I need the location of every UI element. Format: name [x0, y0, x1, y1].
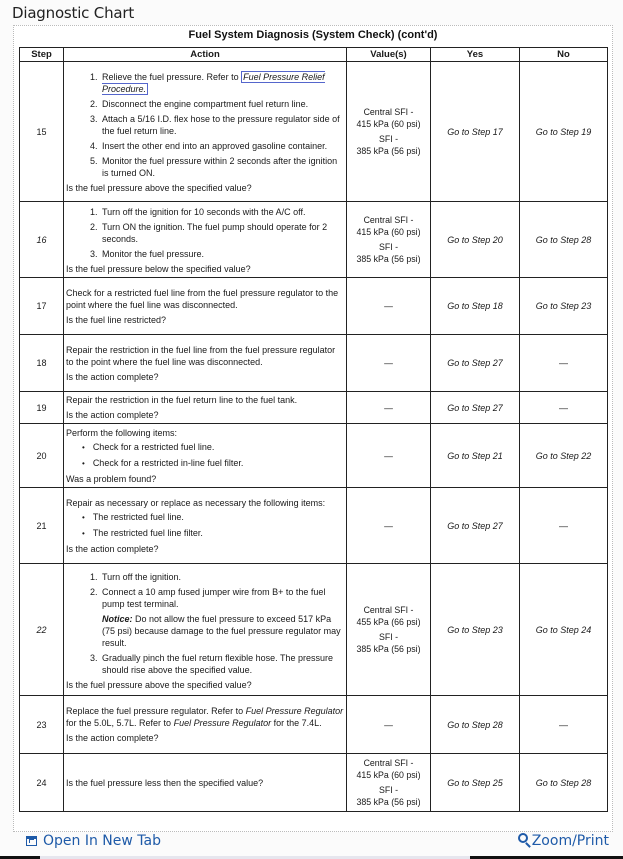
no-cell: Go to Step 22 — [520, 424, 608, 488]
action-question: Is the fuel pressure above the specified value? — [66, 183, 252, 193]
action-question: Is the fuel line restricted? — [66, 314, 167, 325]
action-text: Connect a 10 amp fused jumper wire from B+ to the fuel pump test terminal. — [102, 586, 326, 609]
action-step: 3. Monitor the fuel pressure. — [100, 248, 344, 260]
action-question: Is the action complete? — [66, 543, 159, 554]
text-part: for the 5.0L, 5.7L. Refer to — [66, 718, 174, 728]
action-step — [100, 71, 344, 95]
action-text: Repair the restriction in the fuel return line to the fuel tank. — [66, 395, 298, 405]
action-text: Repair as necessary or replace as necessary the following items: — [66, 497, 326, 508]
value-line: Central SFI - — [363, 107, 414, 117]
no-cell: — — [520, 696, 608, 754]
step-number: 22 — [20, 564, 64, 696]
yes-cell: Go to Step 20 — [431, 202, 520, 278]
no-cell: Go to Step 24 — [520, 564, 608, 696]
header-row — [20, 48, 608, 62]
table-row-step-19 — [20, 392, 608, 424]
action-cell — [64, 754, 347, 812]
yes-cell: Go to Step 17 — [431, 62, 520, 202]
open-new-tab-icon — [26, 836, 37, 846]
no-cell: — — [520, 335, 608, 392]
notice-label: Notice: — [102, 613, 133, 624]
action-cell — [64, 278, 347, 335]
action-question: Is the fuel pressure below the specified value? — [66, 264, 251, 274]
value-cell: — — [347, 424, 431, 488]
action-cell — [64, 564, 347, 696]
action-text: Perform the following items: — [66, 427, 178, 438]
action-cell — [64, 424, 347, 488]
table-row-step-16 — [20, 202, 608, 278]
value-line: 385 kPa (56 psi) — [356, 254, 421, 264]
no-cell: — — [520, 488, 608, 564]
action-question: Is the fuel pressure above the specified value? — [66, 679, 252, 690]
action-question: Is the action complete? — [66, 410, 159, 420]
action-question: Is the action complete? — [66, 733, 159, 743]
value-cell: — — [347, 278, 431, 335]
value-line: 415 kPa (60 psi) — [356, 119, 421, 129]
zoom-print-link[interactable] — [518, 833, 609, 849]
value-line: 415 kPa (60 psi) — [356, 770, 421, 780]
step-number: 24 — [20, 754, 64, 812]
action-steps — [66, 206, 344, 260]
table-row-step-18 — [20, 335, 608, 392]
table-row-step-21 — [20, 488, 608, 564]
diagnosis-table — [19, 47, 608, 812]
yes-cell: Go to Step 28 — [431, 696, 520, 754]
chart-title: Fuel System Diagnosis (System Check) (cont'd) — [188, 29, 438, 41]
action-step: 3. Gradually pinch the fuel return flexible hose. The pressure should rise above the specified value. — [100, 652, 344, 676]
no-cell: Go to Step 23 — [520, 278, 608, 335]
open-in-new-tab-link[interactable] — [26, 833, 161, 849]
table-row-step-22 — [20, 564, 608, 696]
fuel-pressure-relief-link[interactable]: Fuel Pressure Relief Procedure. — [102, 72, 325, 94]
action-cell — [64, 62, 347, 202]
action-step: 2. Turn ON the ignition. The fuel pump should operate for 2 seconds. — [100, 221, 344, 245]
yes-cell: Go to Step 21 — [431, 424, 520, 488]
value-line: Central SFI - — [363, 758, 414, 768]
text-part: for the 7.4L. — [271, 718, 322, 728]
action-step: 2. Disconnect the engine compartment fuel return line. — [100, 98, 344, 110]
action-step — [100, 586, 344, 649]
value-line: 415 kPa (60 psi) — [356, 227, 421, 237]
no-cell: Go to Step 19 — [520, 62, 608, 202]
action-cell — [64, 696, 347, 754]
table-row-step-17 — [20, 278, 608, 335]
notice-text: Do not allow the fuel pressure to exceed 517 kPa (75 psi) because damage to the fuel pressure regulator may result. — [102, 613, 341, 648]
action-step: 4. Insert the other end into an approved gasoline container. — [100, 140, 344, 152]
action-steps — [66, 71, 344, 179]
action-bullets — [66, 511, 344, 540]
step-number: 19 — [20, 392, 64, 424]
table-row-step-15 — [20, 62, 608, 202]
step-number: 18 — [20, 335, 64, 392]
header-values: Value(s) — [347, 48, 431, 62]
value-cell: — — [347, 488, 431, 564]
value-cell: — — [347, 392, 431, 424]
value-cell: — — [347, 696, 431, 754]
no-cell: Go to Step 28 — [520, 202, 608, 278]
step-number: 16 — [20, 202, 64, 278]
value-line: SFI - — [378, 785, 399, 795]
fuel-pressure-regulator-ref: Fuel Pressure Regulator — [245, 706, 344, 716]
step-number: 15 — [20, 62, 64, 202]
step-number: 20 — [20, 424, 64, 488]
value-line: SFI - — [378, 632, 399, 642]
action-cell — [64, 392, 347, 424]
value-cell — [347, 62, 431, 202]
action-text — [66, 705, 344, 729]
table-row-step-20 — [20, 424, 608, 488]
no-cell: Go to Step 28 — [520, 754, 608, 812]
action-question: Was a problem found? — [66, 473, 157, 484]
header-no: No — [520, 48, 608, 62]
action-step: 1. Turn off the ignition. — [100, 571, 344, 583]
value-cell: — — [347, 335, 431, 392]
action-question: Is the action complete? — [66, 371, 159, 382]
value-cell — [347, 754, 431, 812]
action-bullets — [66, 441, 344, 470]
step-number: 23 — [20, 696, 64, 754]
value-cell — [347, 202, 431, 278]
table-row-step-23 — [20, 696, 608, 754]
header-yes: Yes — [431, 48, 520, 62]
action-step: 3. Attach a 5/16 I.D. flex hose to the pressure regulator side of the fuel return line. — [100, 113, 344, 137]
value-line: SFI - — [378, 134, 399, 144]
action-cell — [64, 335, 347, 392]
value-line: Central SFI - — [363, 215, 414, 225]
action-step: 5. Monitor the fuel pressure within 2 seconds after the ignition is turned ON. — [100, 155, 344, 179]
fuel-pressure-regulator-ref: Fuel Pressure Regulator — [173, 718, 272, 728]
action-text: Repair the restriction in the fuel line from the fuel pressure regulator to the point where the fuel line was disconnected. — [66, 344, 336, 367]
page-title: Diagnostic Chart — [12, 4, 135, 22]
bullet-item: • The restricted fuel line. — [96, 511, 344, 524]
value-line: 385 kPa (56 psi) — [356, 644, 421, 654]
yes-cell: Go to Step 27 — [431, 488, 520, 564]
no-cell: — — [520, 392, 608, 424]
open-in-new-tab-label: Open In New Tab — [43, 833, 161, 849]
action-steps — [66, 571, 344, 676]
action-cell — [64, 488, 347, 564]
action-question: Is the fuel pressure less then the specified value? — [66, 778, 264, 788]
value-line: 385 kPa (56 psi) — [356, 146, 421, 156]
yes-cell: Go to Step 18 — [431, 278, 520, 335]
bullet-item: • Check for a restricted in-line fuel filter. — [96, 457, 344, 470]
magnifier-icon — [518, 833, 528, 843]
notice-block — [102, 613, 344, 649]
bullet-item: • The restricted fuel line filter. — [96, 527, 344, 540]
yes-cell: Go to Step 23 — [431, 564, 520, 696]
table-row-step-24 — [20, 754, 608, 812]
yes-cell: Go to Step 27 — [431, 335, 520, 392]
action-text: Check for a restricted fuel line from the fuel pressure regulator to the point where the fuel line was disconnected. — [66, 287, 339, 310]
bullet-item: • Check for a restricted fuel line. — [96, 441, 344, 454]
yes-cell: Go to Step 27 — [431, 392, 520, 424]
diagnostic-chart-frame — [13, 25, 613, 832]
value-cell — [347, 564, 431, 696]
action-text: Relieve the fuel pressure. Refer to — [102, 72, 242, 82]
value-line: 455 kPa (66 psi) — [356, 617, 421, 627]
zoom-print-label: Zoom/Print — [531, 833, 609, 849]
value-line: SFI - — [378, 242, 399, 252]
header-action: Action — [64, 48, 347, 62]
yes-cell: Go to Step 25 — [431, 754, 520, 812]
value-line: Central SFI - — [363, 605, 414, 615]
value-line: 385 kPa (56 psi) — [356, 797, 421, 807]
step-number: 21 — [20, 488, 64, 564]
header-step: Step — [20, 48, 64, 62]
text-part: Replace the fuel pressure regulator. Refer to — [66, 706, 246, 716]
action-step: 1. Turn off the ignition for 10 seconds with the A/C off. — [100, 206, 344, 218]
step-number: 17 — [20, 278, 64, 335]
action-cell — [64, 202, 347, 278]
